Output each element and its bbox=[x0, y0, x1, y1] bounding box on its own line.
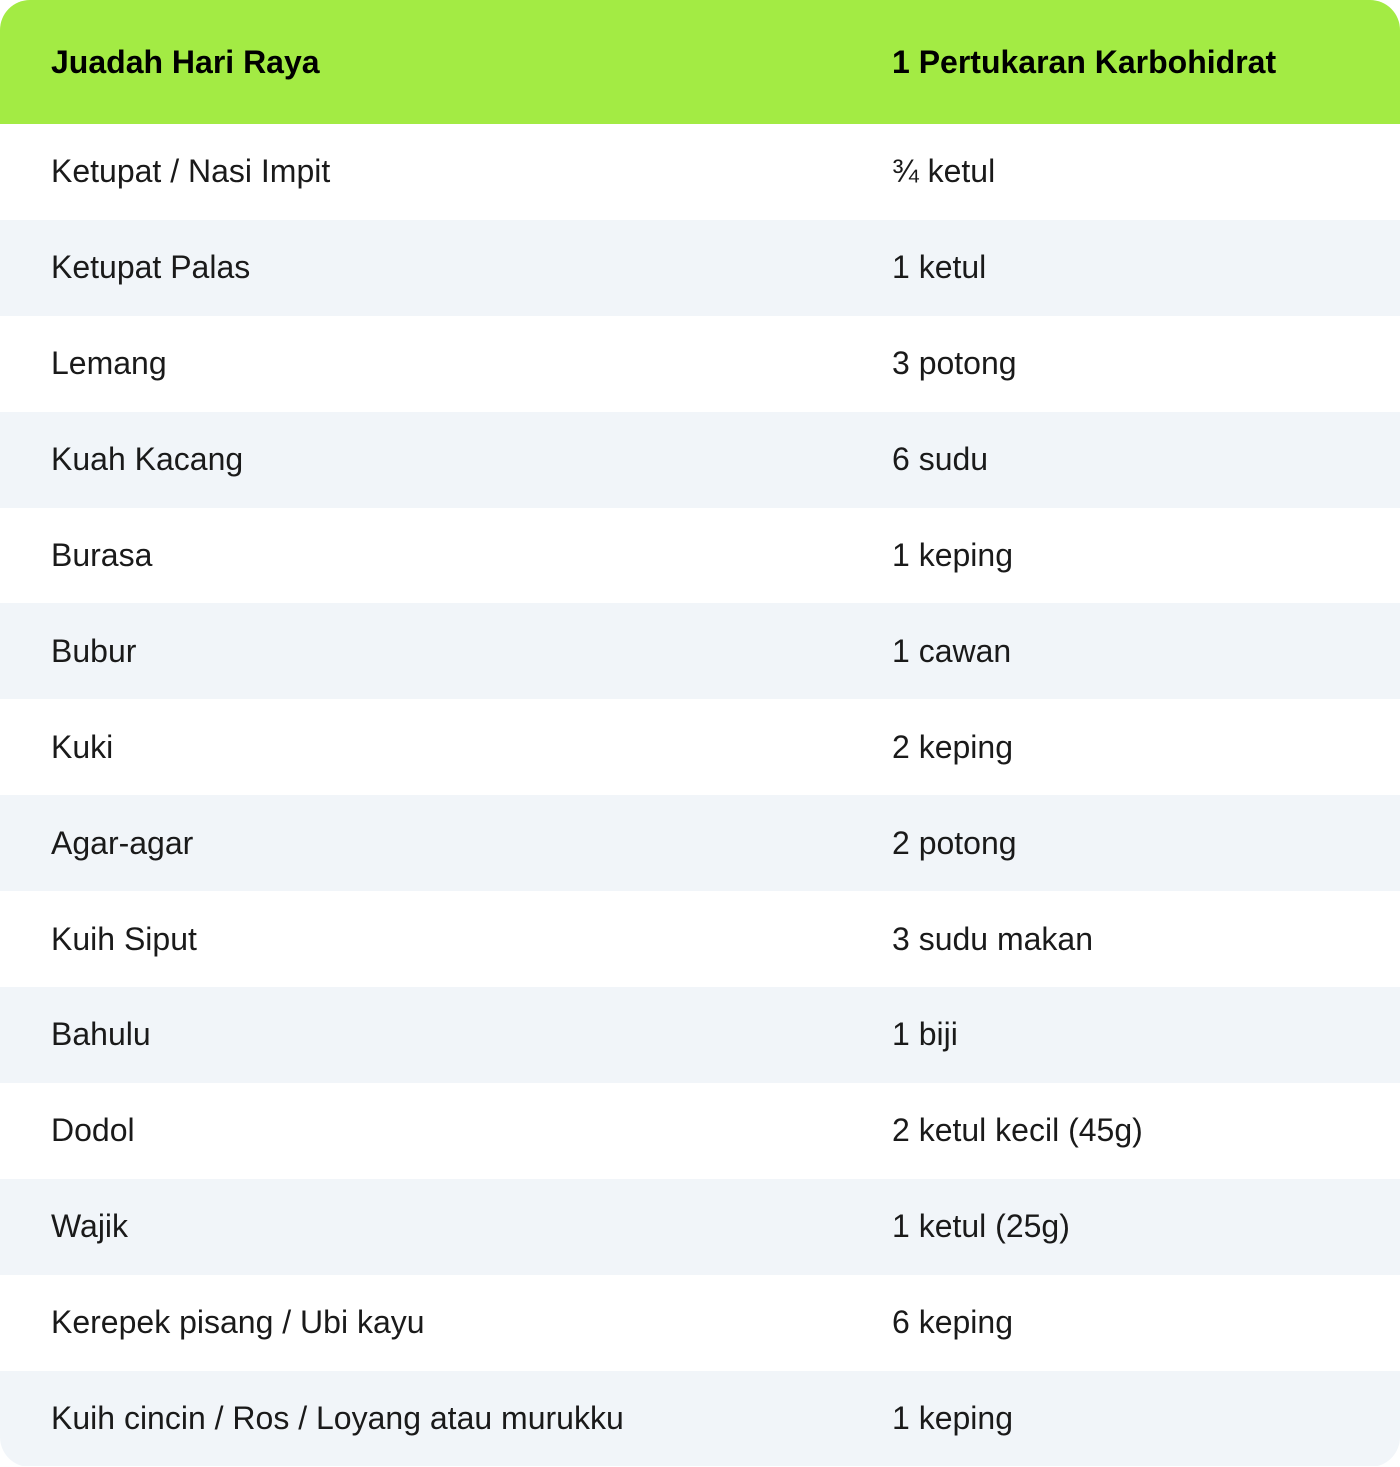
exchange-cell: 1 ketul bbox=[892, 249, 987, 286]
food-cell: Agar-agar bbox=[51, 824, 194, 861]
exchange-cell: 6 keping bbox=[892, 1304, 1013, 1341]
food-cell: Dodol bbox=[51, 1112, 135, 1149]
header-food: Juadah Hari Raya bbox=[51, 43, 320, 80]
food-cell: Lemang bbox=[51, 345, 167, 382]
food-cell: Bahulu bbox=[51, 1016, 151, 1053]
exchange-cell: 1 keping bbox=[892, 537, 1013, 573]
food-cell: Bubur bbox=[51, 632, 137, 669]
table-row bbox=[0, 987, 1400, 1083]
food-cell: Kerepek pisang / Ubi kayu bbox=[51, 1304, 425, 1341]
table-row bbox=[0, 1083, 1400, 1179]
table-row bbox=[0, 699, 1400, 795]
exchange-cell: 3 sudu makan bbox=[892, 920, 1094, 957]
exchange-cell: 2 ketul kecil (45g) bbox=[892, 1112, 1143, 1149]
exchange-cell: 1 keping bbox=[892, 1400, 1013, 1437]
food-cell: Ketupat Palas bbox=[51, 249, 251, 286]
table-row bbox=[0, 124, 1400, 220]
table-body bbox=[0, 124, 1400, 1466]
food-cell: Burasa bbox=[51, 537, 153, 573]
header-exchange: 1 Pertukaran Karbohidrat bbox=[892, 43, 1277, 80]
exchange-cell: 2 keping bbox=[892, 728, 1013, 765]
table-row bbox=[0, 1275, 1400, 1371]
exchange-cell: ¾ ketul bbox=[892, 153, 996, 190]
table-row bbox=[0, 603, 1400, 699]
exchange-cell: 1 ketul (25g) bbox=[892, 1208, 1070, 1245]
exchange-cell: 2 potong bbox=[892, 824, 1017, 861]
table-row bbox=[0, 316, 1400, 412]
food-cell: Kuih Siput bbox=[51, 920, 197, 957]
table-row bbox=[0, 1371, 1400, 1467]
food-cell: Kuki bbox=[51, 728, 114, 765]
table-row bbox=[0, 891, 1400, 987]
exchange-cell: 3 potong bbox=[892, 345, 1017, 382]
food-cell: Wajik bbox=[51, 1208, 129, 1245]
table-row bbox=[0, 220, 1400, 316]
food-cell: Kuah Kacang bbox=[51, 441, 244, 478]
table-row bbox=[0, 508, 1400, 604]
exchange-cell: 6 sudu bbox=[892, 441, 989, 478]
food-cell: Kuih cincin / Ros / Loyang atau murukku bbox=[51, 1400, 624, 1437]
table-header bbox=[0, 0, 1400, 124]
table-row bbox=[0, 1179, 1400, 1275]
exchange-cell: 1 biji bbox=[892, 1016, 958, 1053]
table-row bbox=[0, 795, 1400, 891]
table-row bbox=[0, 412, 1400, 508]
exchange-cell: 1 cawan bbox=[892, 632, 1012, 669]
food-cell: Ketupat / Nasi Impit bbox=[51, 153, 331, 190]
